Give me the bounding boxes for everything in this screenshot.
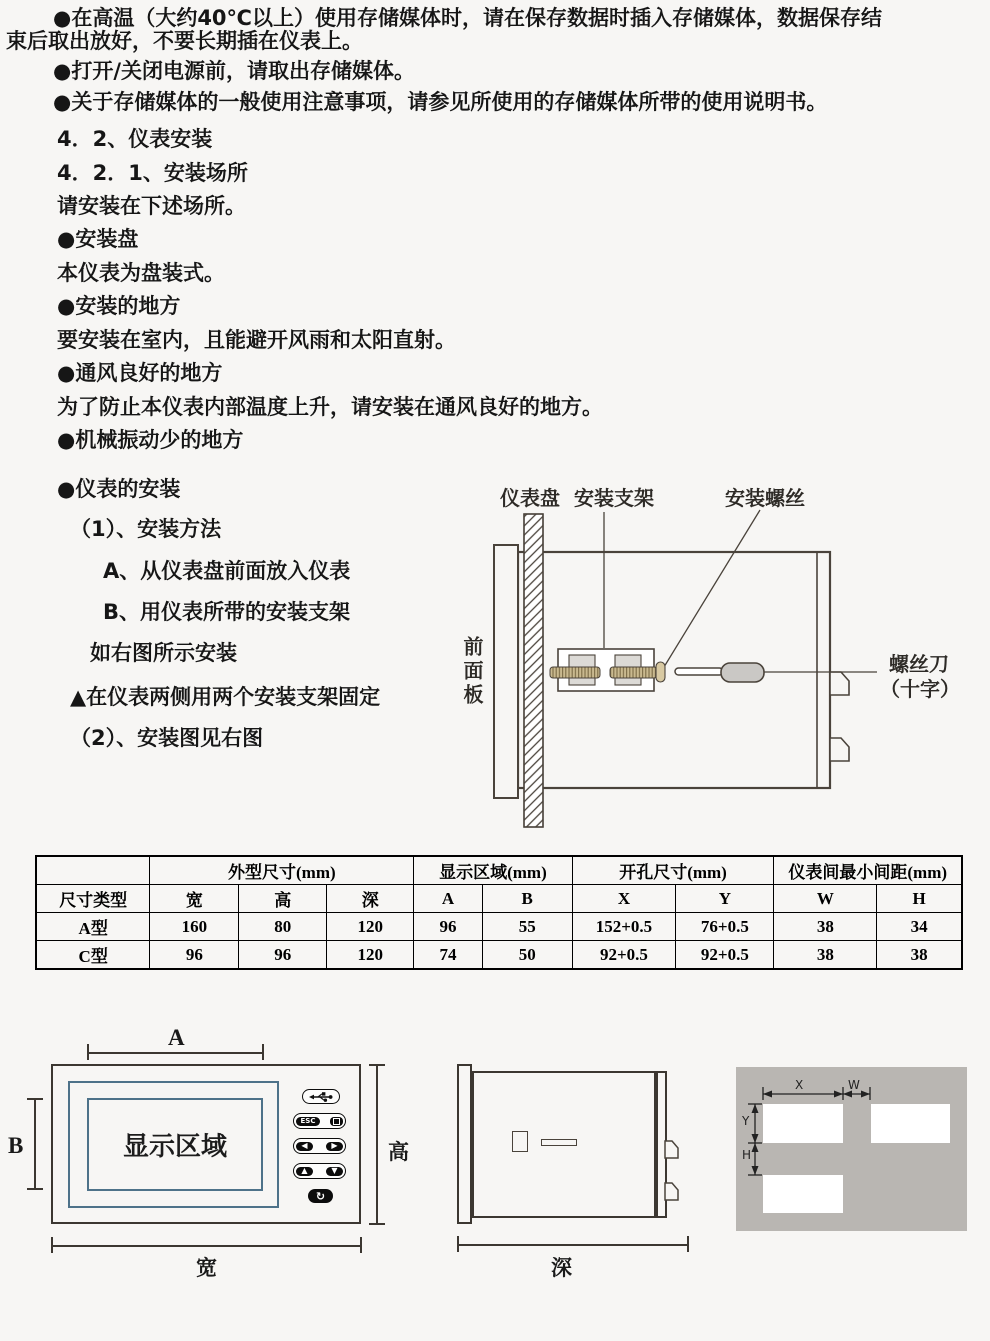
table-cell: 92+0.5 <box>572 941 676 970</box>
table-cell: 120 <box>327 941 414 970</box>
table-cell: 38 <box>774 913 877 941</box>
table-cell: 38 <box>877 941 962 970</box>
side-view-slot-wide <box>541 1139 577 1146</box>
side-latch-tab-bottom <box>665 1183 678 1200</box>
text-as-shown: 如右图所示安装 <box>90 641 237 665</box>
note-high-temp-line2: 束后取出放好，不要长期插在仪表上。 <box>6 29 363 53</box>
table-cell: 120 <box>327 913 414 941</box>
cell-type-a: A型 <box>36 913 150 941</box>
label-instrument-panel: 仪表盘 <box>500 486 560 510</box>
enter-button <box>308 1189 333 1203</box>
heading-4-2: 4．2、仪表安装 <box>57 127 213 151</box>
bullet-ventilation: ●通风良好的地方 <box>57 361 223 385</box>
dim-depth-tick-right <box>687 1236 689 1252</box>
text-ventilation: 为了防止本仪表内部温度上升，请安装在通风良好的地方。 <box>57 395 603 419</box>
bullet-location: ●安装的地方 <box>57 294 181 318</box>
note-media-manual: ●关于存储媒体的一般使用注意事项，请参见所使用的存储媒体所带的使用说明书。 <box>53 90 828 114</box>
cutout-label-x: X <box>795 1078 804 1092</box>
table-row-type-c <box>36 941 962 970</box>
dim-b-tick-bottom <box>27 1188 43 1190</box>
header-b: B <box>482 885 572 913</box>
esc-disp-button <box>293 1113 346 1129</box>
mounting-screw-shaft-left <box>550 667 600 678</box>
note-power: ●打开/关闭电源前，请取出存储媒体。 <box>53 59 415 83</box>
table-cell: 96 <box>414 913 483 941</box>
table-cell: 96 <box>150 941 239 970</box>
display-area <box>87 1098 263 1191</box>
dim-label-height: 高 <box>388 1140 409 1164</box>
table-cell: 34 <box>877 913 962 941</box>
step-2-drawing: （2）、安装图见右图 <box>70 726 264 750</box>
esc-key: ESC <box>296 1117 320 1126</box>
header-h: H <box>877 885 962 913</box>
mounting-screw-shaft-right <box>610 667 657 678</box>
dim-label-depth: 深 <box>551 1256 572 1280</box>
dim-a-tick-right <box>262 1044 264 1060</box>
table-cell: 80 <box>239 913 327 941</box>
side-view-bezel <box>457 1064 472 1224</box>
table-cell-blank <box>36 856 150 885</box>
text-indoor: 要安装在室内，且能避开风雨和太阳直射。 <box>57 328 456 352</box>
dim-a-tick-left <box>87 1044 89 1060</box>
table-row-type-a <box>36 913 962 941</box>
mounting-screw-head <box>656 662 665 682</box>
step-b: B、用仪表所带的安装支架 <box>103 600 351 624</box>
enter-icon: ↻ <box>315 1189 326 1203</box>
table-cell: 76+0.5 <box>676 913 774 941</box>
front-bezel <box>494 545 518 798</box>
table-cell: 160 <box>150 913 239 941</box>
note-high-temp-line1: ●在高温（大约40℃以上）使用存储媒体时，请在保存数据时插入存储媒体，数据保存结 <box>53 6 882 30</box>
dim-line-height <box>376 1064 378 1224</box>
screw-leader-line <box>664 510 760 667</box>
bullet-vibration: ●机械振动少的地方 <box>57 428 244 452</box>
heading-4-2-1: 4．2．1、安装场所 <box>57 161 248 185</box>
display-area-label: 显示区域 <box>122 1132 227 1161</box>
bullet-instrument-install: ●仪表的安装 <box>57 477 181 501</box>
usb-icon <box>309 1092 333 1102</box>
dim-label-a: A <box>168 1025 185 1050</box>
dim-label-width: 宽 <box>196 1256 217 1280</box>
dim-depth-tick-left <box>457 1236 459 1252</box>
dim-height-tick-top <box>369 1064 385 1066</box>
step-a: A、从仪表盘前面放入仪表 <box>103 559 351 583</box>
table-cell: 50 <box>482 941 572 970</box>
header-height: 高 <box>239 885 327 913</box>
right-arrow-key: ▶ <box>326 1142 343 1151</box>
header-width: 宽 <box>150 885 239 913</box>
dim-line-a <box>87 1052 263 1054</box>
dim-label-b: B <box>8 1133 24 1158</box>
up-down-button <box>293 1163 346 1179</box>
label-front-panel: 前面板 <box>460 636 484 708</box>
side-view-tabs <box>664 1138 686 1204</box>
screwdriver-shaft <box>675 668 723 675</box>
dim-height-tick-bottom <box>369 1223 385 1225</box>
table-cell: 96 <box>239 941 327 970</box>
down-arrow-key: ▼ <box>326 1167 343 1176</box>
side-view-slot-small <box>512 1131 528 1152</box>
table-cell: 55 <box>482 913 572 941</box>
group-header-outline-size: 外型尺寸(mm) <box>150 856 414 885</box>
label-screwdriver-2: （十字） <box>880 677 960 701</box>
table-cell: 92+0.5 <box>676 941 774 970</box>
left-arrow-key: ◀ <box>296 1142 313 1151</box>
latch-tab-bottom <box>830 738 849 761</box>
cutout-label-y: Y <box>742 1114 750 1128</box>
usb-button <box>302 1089 340 1104</box>
cutout-label-w: W <box>848 1078 860 1092</box>
table-header-row <box>36 885 962 913</box>
header-w: W <box>774 885 877 913</box>
screwdriver-handle <box>721 663 764 682</box>
dim-line-b <box>34 1098 36 1189</box>
label-mounting-bracket: 安装支架 <box>574 486 654 510</box>
dim-line-depth <box>457 1244 688 1246</box>
header-y: Y <box>676 885 774 913</box>
latch-tab-top <box>830 672 849 695</box>
left-right-button <box>293 1138 346 1154</box>
header-size-type: 尺寸类型 <box>36 885 150 913</box>
display-key-icon <box>330 1117 343 1126</box>
group-header-min-spacing: 仪表间最小间距(mm) <box>774 856 962 885</box>
table-cell: 38 <box>774 941 877 970</box>
dim-width-tick-right <box>360 1237 362 1253</box>
up-arrow-key: ▲ <box>296 1167 313 1176</box>
text-panel-mount: 本仪表为盘装式。 <box>57 261 225 285</box>
dimension-table <box>35 855 963 970</box>
label-screwdriver-1: 螺丝刀 <box>889 652 949 676</box>
label-mounting-screw: 安装螺丝 <box>725 486 805 510</box>
step-1-method: （1）、安装方法 <box>70 517 222 541</box>
note-two-brackets: ▲在仪表两侧用两个安装支架固定 <box>70 685 381 709</box>
dim-b-tick-top <box>27 1098 43 1100</box>
table-cell: 152+0.5 <box>572 913 676 941</box>
group-header-cutout-size: 开孔尺寸(mm) <box>572 856 774 885</box>
bullet-panel: ●安装盘 <box>57 227 139 251</box>
header-x: X <box>572 885 676 913</box>
dim-width-tick-left <box>51 1237 53 1253</box>
side-latch-tab-top <box>665 1141 678 1158</box>
header-a: A <box>414 885 483 913</box>
group-header-display-area: 显示区域(mm) <box>414 856 572 885</box>
table-cell: 74 <box>414 941 483 970</box>
dim-line-width <box>51 1245 361 1247</box>
cell-type-c: C型 <box>36 941 150 970</box>
header-depth: 深 <box>327 885 414 913</box>
table-group-header-row <box>36 856 962 885</box>
cutout-label-h: H <box>742 1148 752 1162</box>
text-install-place: 请安装在下述场所。 <box>57 194 246 218</box>
